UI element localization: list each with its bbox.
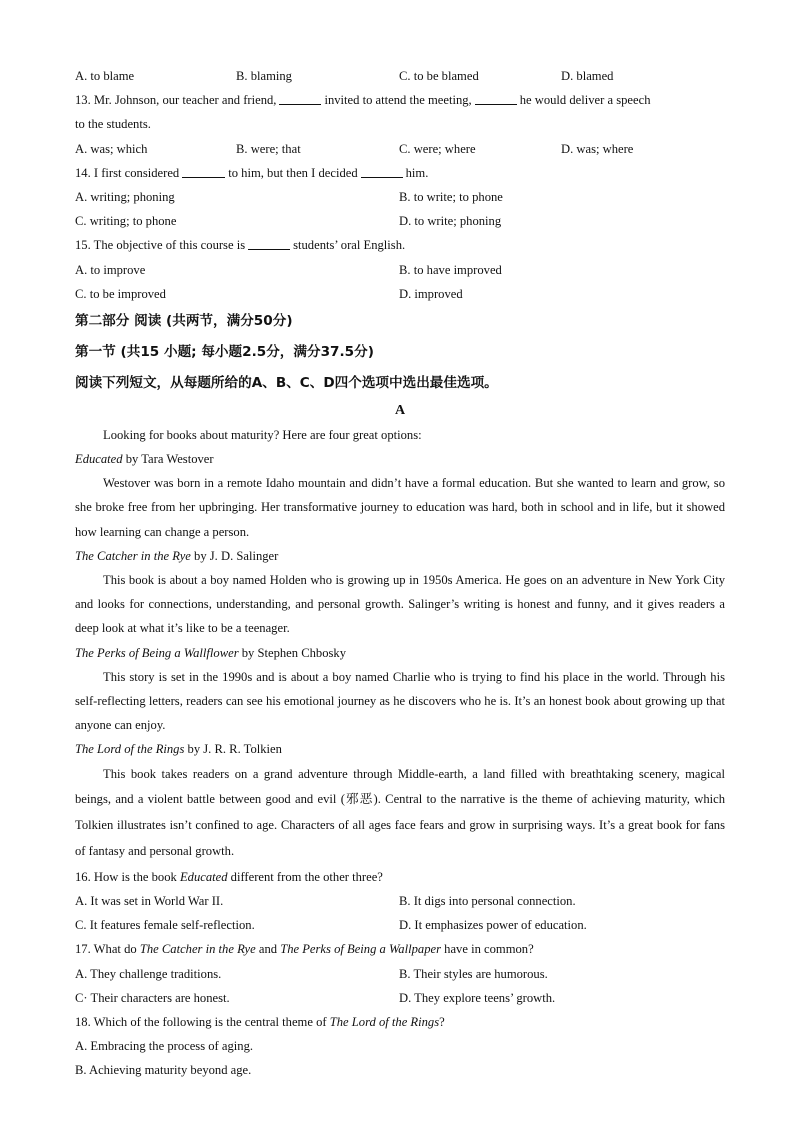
q16-option-b: B. It digs into personal connection. [399, 894, 576, 909]
passage-label: A [394, 402, 406, 418]
q16-option-a: A. It was set in World War II. [75, 894, 224, 909]
q17-options-row2 [75, 986, 725, 1010]
q16-option-c: C. It features female self-reflection. [75, 918, 255, 933]
q13-option-a: A. was; which [75, 141, 148, 156]
q13-option-c: C. were; where [399, 141, 476, 156]
book-2-description: This book is about a boy named Holden who is growing up in 1950s America. He goes on an adventure in New York City and looks for connections, understanding, and personal growth. Salinger’s writing is honest and funny, and it gives readers a deep look at what it’s like to be a teenager. [75, 573, 725, 636]
q17-stem [75, 937, 725, 961]
q18-prefix: 18. Which of the following is the central theme of [75, 1014, 330, 1029]
q14-option-d: D. to write; phoning [399, 214, 502, 229]
q16-options-row2 [75, 913, 725, 937]
q16-options-row1 [75, 889, 725, 913]
book-3-title: The Perks of Being a Wallflower [75, 645, 239, 660]
q18-book-title: The Lord of the Rings [329, 1014, 440, 1029]
q13-suffix: he would deliver a speech [519, 93, 651, 108]
passage-intro: Looking for books about maturity? Here are four great options: [103, 427, 422, 442]
q17-part-2: and [255, 942, 281, 957]
book-4-author: by J. R. R. Tolkien [184, 742, 282, 757]
q14-blank-2 [361, 163, 403, 178]
book-1-title: Educated [75, 452, 123, 467]
q14-mid: to him, but then I decided [228, 165, 358, 180]
q17-option-b: B. Their styles are humorous. [399, 966, 548, 981]
q16-suffix: different from the other three? [227, 869, 383, 884]
q15-prefix: 15. The objective of this course is [75, 238, 246, 253]
book-4-heading [75, 737, 725, 761]
q14-options-row2 [75, 209, 725, 233]
q15-option-c: C. to be improved [75, 286, 166, 301]
section1-heading: 第一节 (共15 小题; 每小题2.5分，满分37.5分) [75, 343, 374, 360]
q14-options-row1 [75, 185, 725, 209]
book-3-author: by Stephen Chbosky [238, 645, 346, 660]
q12-option-c: C. to be blamed [399, 69, 479, 83]
q13-options [75, 137, 725, 161]
q17-options-row1 [75, 962, 725, 986]
q14-prefix: 14. I first considered [75, 165, 180, 180]
book-1-heading [75, 447, 725, 471]
book-3-description: This story is set in the 1990s and is about a boy named Charlie who is trying to find his place in the world. Through his self-reflecting letters, readers can see his emotional journey as he discovers who he is. It’s an honest book about growing up that anyone can enjoy. [75, 669, 725, 733]
book-3-heading [75, 641, 725, 665]
q12-option-a: A. to blame [75, 69, 135, 83]
q16-book-title: Educated [179, 869, 228, 884]
q18-stem [75, 1010, 725, 1034]
q16-prefix: 16. How is the book [75, 869, 180, 884]
q13-stem-cont: to the students. [75, 117, 151, 132]
q17-option-d: D. They explore teens’ growth. [399, 990, 556, 1005]
q13-option-b: B. were; that [236, 141, 301, 156]
q15-option-a: A. to improve [75, 262, 146, 277]
q15-option-d: D. improved [399, 286, 463, 301]
q14-blank-1 [182, 163, 225, 178]
q13-blank-2 [475, 90, 517, 105]
book-1-description: Westover was born in a remote Idaho mountain and didn’t have a formal education. But she wanted to learn and grow, so she broke free from her upbringing. Her transformative journey to education was hard, both in school and in life, but it showed how learning can change a person. [75, 476, 725, 539]
q18-option-b: B. Achieving maturity beyond age. [75, 1063, 252, 1078]
q16-stem [75, 865, 725, 889]
q15-blank [248, 235, 290, 250]
q17-title-2: The Perks of Being a Wallpaper [280, 942, 441, 957]
q12-option-b: B. blaming [236, 69, 292, 83]
q17-title-1: The Catcher in the Rye [139, 942, 256, 957]
q15-suffix: students’ oral English. [293, 238, 406, 253]
q17-option-a: A. They challenge traditions. [75, 966, 222, 981]
book-1-author: by Tara Westover [122, 452, 214, 467]
q14-option-b: B. to write; to phone [399, 189, 503, 204]
reading-instruction: 阅读下列短文，从每题所给的A、B、C、D四个选项中选出最佳选项。 [75, 374, 498, 391]
book-2-author: by J. D. Salinger [190, 548, 279, 563]
q14-suffix: him. [405, 165, 429, 180]
q12-options [75, 64, 725, 88]
q17-part-3: have in common? [441, 942, 534, 957]
q13-stem [75, 88, 725, 112]
q14-option-a: A. writing; phoning [75, 189, 175, 204]
book-2-title: The Catcher in the Rye [75, 548, 191, 563]
q14-stem [75, 161, 725, 185]
q18-suffix: ? [439, 1014, 445, 1029]
q13-prefix: 13. Mr. Johnson, our teacher and friend, [75, 93, 277, 108]
q13-mid: invited to attend the meeting, [324, 93, 472, 108]
part2-heading: 第二部分 阅读 (共两节，满分50分) [75, 312, 293, 329]
q14-option-c: C. writing; to phone [75, 214, 177, 229]
q15-option-b: B. to have improved [399, 262, 502, 277]
book-4-title: The Lord of the Rings [75, 742, 185, 757]
q17-part-1: 17. What do [75, 942, 140, 957]
exam-page [75, 64, 725, 1083]
book-4-description: This book takes readers on a grand adventure through Middle-earth, a land filled with breathtaking scenery, magical beings, and a violent battle between good and evil (邪恶). Central to the narrative is the theme of achieving maturity, which Tolkien illustrates isn’t confined to age. Characters of all ages face fears and grow in surprising ways. It’s a great book for fans of fantasy and personal growth. [75, 766, 725, 859]
q17-option-c: C· Their characters are honest. [75, 990, 230, 1005]
q13-blank-1 [279, 90, 321, 105]
q16-option-d: D. It emphasizes power of education. [399, 918, 587, 933]
q18-option-a: A. Embracing the process of aging. [75, 1039, 254, 1054]
q15-options-row2 [75, 282, 725, 306]
q13-option-d: D. was; where [561, 141, 634, 156]
q15-stem [75, 233, 725, 257]
q12-option-d: D. blamed [561, 69, 614, 83]
book-2-heading [75, 544, 725, 568]
q15-options-row1 [75, 258, 725, 282]
